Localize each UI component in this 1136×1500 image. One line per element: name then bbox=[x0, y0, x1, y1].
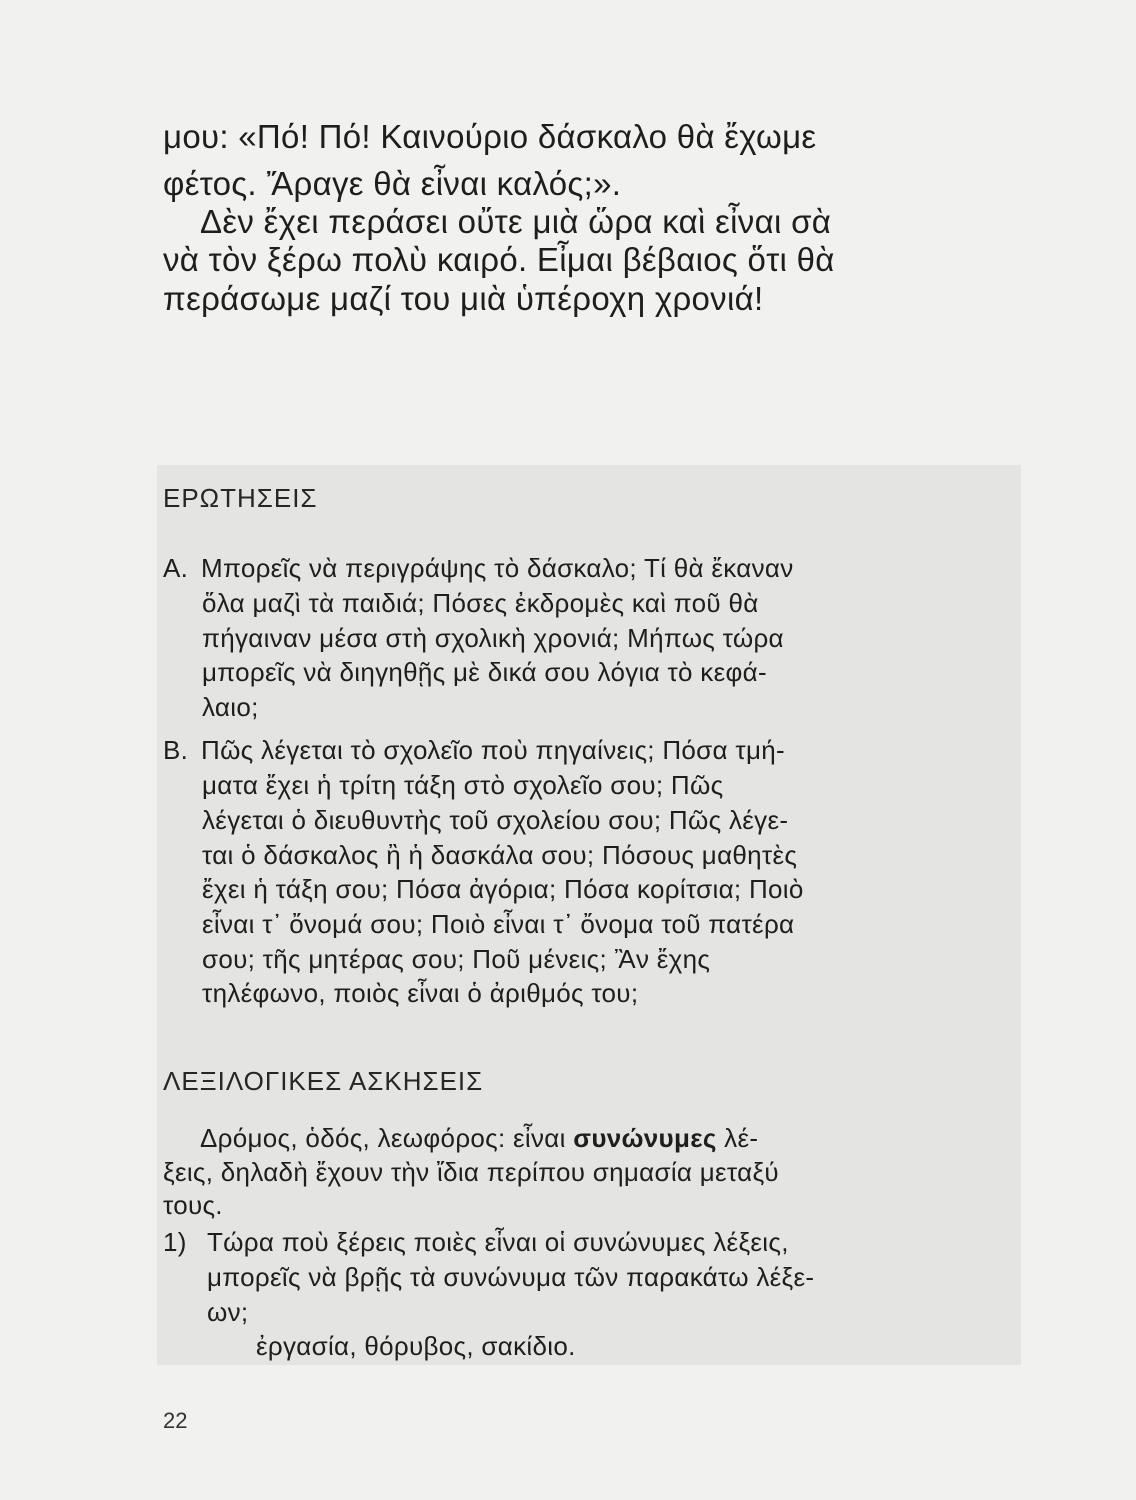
exercise-1-line: Τώρα ποὺ ξέρεις ποιὲς εἶναι οἱ συνώνυμες λέξεις, bbox=[207, 1227, 789, 1257]
question-b-line: ται ὁ δάσκαλος ἢ ἡ δασκάλα σου; Πόσους μαθητὲς bbox=[202, 840, 798, 870]
intro-line: μου: «Πό! Πό! Καινούριο δάσκαλο θὰ ἔχωμε bbox=[163, 118, 817, 155]
exercises-intro-line: ξεις, δηλαδὴ ἔχουν τὴν ἴδια περίπου σημασία μεταξύ bbox=[163, 1157, 779, 1187]
exercise-1-words: ἐργασία, θόρυβος, σακίδιο. bbox=[256, 1331, 576, 1361]
page-number: 22 bbox=[163, 1408, 188, 1433]
exercises-heading: ΛΕΞΙΛΟΓΙΚΕΣ ΑΣΚΗΣΕΙΣ bbox=[163, 1066, 484, 1096]
question-a-line: πήγαιναν μέσα στὴ σχολικὴ χρονιά; Μήπως τώρα bbox=[202, 623, 784, 653]
question-b-first-line bbox=[163, 735, 1003, 766]
exercises-intro-text: λέ- bbox=[716, 1123, 759, 1153]
question-a-label: Α. bbox=[163, 553, 189, 583]
question-a-line: λαιο; bbox=[202, 692, 259, 722]
question-a-first-line bbox=[163, 553, 1003, 584]
question-a-line: μπορεῖς νὰ διηγηθῇς μὲ δικά σου λόγια τὸ κεφά- bbox=[202, 657, 767, 687]
question-a-line: ὅλα μαζὶ τὰ παιδιά; Πόσες ἐκδρομὲς καὶ ποῦ θὰ bbox=[202, 588, 759, 618]
question-b-label: Β. bbox=[163, 735, 189, 765]
question-a-line: Μπορεῖς νὰ περιγράψης τὸ δάσκαλο; Τί θὰ ἔκαναν bbox=[201, 553, 794, 583]
intro-line: φέτος. Ἄραγε θὰ εἶναι καλός;». bbox=[163, 165, 622, 202]
question-b-line: Πῶς λέγεται τὸ σχολεῖο ποὺ πηγαίνεις; Πόσα τμή- bbox=[201, 735, 785, 765]
question-b-line: εἶναι τ᾽ ὄνομά σου; Ποιὸ εἶναι τ᾽ ὄνομα τοῦ πατέρα bbox=[202, 909, 795, 939]
exercise-1-label: 1) bbox=[163, 1227, 187, 1257]
questions-heading: ΕΡΩΤΗΣΕΙΣ bbox=[163, 483, 318, 513]
intro-line: περάσωμε μαζί του μιὰ ὑπέροχη χρονιά! bbox=[163, 280, 764, 317]
synonyms-term: συνώνυμες bbox=[573, 1123, 717, 1153]
intro-line: Δὲν ἔχει περάσει οὔτε μιὰ ὥρα καὶ εἶναι σὰ bbox=[200, 203, 832, 240]
exercise-1-line: μπορεῖς νὰ βρῇς τὰ συνώνυμα τῶν παρακάτω λέξε- bbox=[207, 1262, 815, 1292]
exercises-intro-text: Δρόμος, ὁδός, λεωφόρος: εἶναι bbox=[200, 1123, 574, 1153]
question-b-line: ματα ἔχει ἡ τρίτη τάξη στὸ σχολεῖο σου; Πῶς bbox=[202, 770, 724, 800]
question-b-line: ἔχει ἡ τάξη σου; Πόσα ἀγόρια; Πόσα κορίτσια; Ποιὸ bbox=[202, 874, 804, 904]
exercise-1-first-line bbox=[163, 1227, 1003, 1258]
question-b-line: τηλέφωνο, ποιὸς εἶναι ὁ ἀριθμός του; bbox=[202, 978, 639, 1008]
exercise-1-line: ων; bbox=[207, 1297, 249, 1327]
intro-line: νὰ τὸν ξέρω πολὺ καιρό. Εἶμαι βέβαιος ὅτι θὰ bbox=[163, 241, 835, 278]
question-b-line: λέγεται ὁ διευθυντὴς τοῦ σχολείου σου; Πῶς λέγε- bbox=[202, 805, 789, 835]
question-b-line: σου; τῆς μητέρας σου; Ποῦ μένεις; Ἂν ἔχης bbox=[202, 944, 711, 974]
exercises-intro-line bbox=[200, 1123, 1040, 1154]
exercises-intro-line: τους. bbox=[163, 1190, 223, 1220]
